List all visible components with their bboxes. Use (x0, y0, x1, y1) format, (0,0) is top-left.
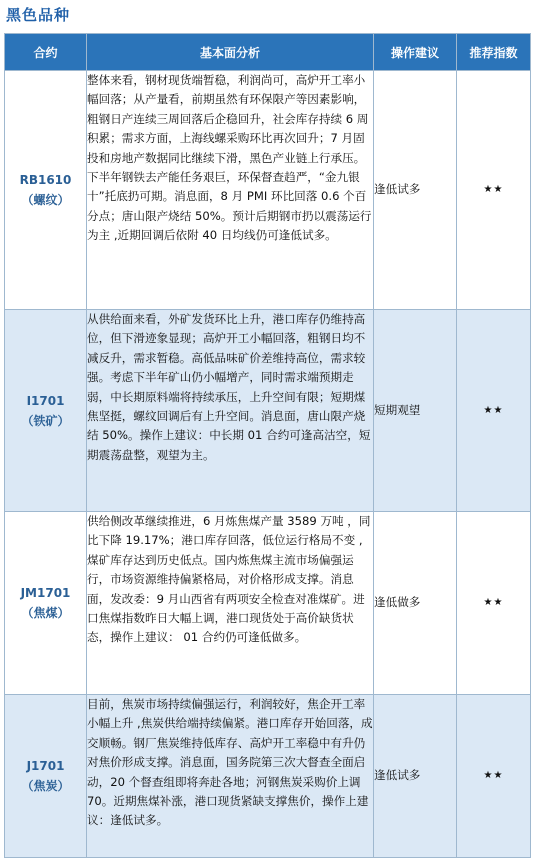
contract-code: RB1610 (19, 173, 72, 187)
analysis-text: 从供给面来看，外矿发货环比上升，港口库存仍维持高位，但下滑迹象显现；高炉开工小幅回落，粗钢日均不减反升，需求暂稳。高低品味矿价差维持高位，需求较强。考虑下半年矿山仍小幅增产，同时需求端预期走弱，中长期原料端将持续承压，上升空间有限；短期煤焦坚挺，螺纹回调后有上升空间。消息面，唐山限产烧结 50%。操作上建议：中长期 01 合约可逢高沽空，短期震荡盘整，观望为主。 (87, 310, 374, 512)
contract-code: J1701 (26, 759, 65, 773)
table-row (5, 71, 531, 310)
contract-cell (5, 512, 87, 695)
contract-name: （焦炭） (21, 779, 70, 793)
table-header-row (5, 34, 531, 71)
advice-text: 逢低试多 (374, 71, 457, 310)
contract-name: （铁矿） (21, 413, 70, 428)
futures-recommendation-table (4, 33, 531, 858)
analysis-text: 供给侧改革继续推进，6 月炼焦煤产量 3589 万吨 ，同比下降 19.17%；港口库存回落，低位运行格局不变 ,煤矿库存达到历史低点。国内炼焦煤主流市场偏强运行，市场资源维持偏紧格局，对价格形成支撑。消息面，发改委：9 月山西省有两项安全检查对准煤矿。进口焦煤指数昨日大幅上调，港口现货处于高价缺货状态，操作上建议： 01 合约仍可逢低做多。 (87, 512, 374, 695)
rating-stars: ★★ (457, 695, 531, 858)
contract-name: （螺纹） (21, 193, 70, 207)
contract-name: （焦煤） (21, 606, 70, 620)
contract-cell (5, 695, 87, 858)
table-row (5, 695, 531, 858)
table-row (5, 512, 531, 695)
table-row (5, 310, 531, 512)
contract-code: I1701 (26, 393, 65, 408)
header-contract: 合约 (5, 34, 87, 71)
advice-text: 逢低做多 (374, 512, 457, 695)
section-title: 黑色品种 (6, 6, 71, 24)
contract-code: JM1701 (20, 586, 71, 600)
header-analysis: 基本面分析 (87, 34, 374, 71)
header-rating: 推荐指数 (457, 34, 531, 71)
rating-stars: ★★ (457, 310, 531, 512)
analysis-text: 整体来看，钢材现货端暂稳，利润尚可，高炉开工率小幅回落；从产量看，前期虽然有环保限产等因素影响，粗钢日产连续三周回落后企稳回升，社会库存持续 6 周积累；需求方面，上海线螺采购环比再次回升；7 月固投和房地产数据同比继续下滑，黑色产业链上行承压。下半年钢铁去产能任务艰巨，环保督查趋严，“金九银十”托底扔可期。消息面，8 月 PMI 环比回落 0.6 个百分点；唐山限产烧结 50%。预计后期钢市扔以震荡运行为主 ,近期回调后依附 40 日均线仍可逢低试多。 (87, 71, 374, 310)
contract-cell (5, 71, 87, 310)
rating-stars: ★★ (457, 512, 531, 695)
advice-text: 逢低试多 (374, 695, 457, 858)
advice-text: 短期观望 (374, 310, 457, 512)
analysis-text: 目前，焦炭市场持续偏强运行，利润较好，焦企开工率小幅上升 ,焦炭供给端持续偏紧。港口库存开始回落，成交顺畅。钢厂焦炭维持低库存、高炉开工率稳中有升仍对焦价形成支撑。消息面，国务院第三次大督查全面启动，20 个督查组即将奔赴各地；河钢焦炭采购价上调 70。近期焦煤补涨，港口现货紧缺支撑焦价，操作上建议：逢低试多。 (87, 695, 374, 858)
header-advice: 操作建议 (374, 34, 457, 71)
contract-cell (5, 310, 87, 512)
rating-stars: ★★ (457, 71, 531, 310)
